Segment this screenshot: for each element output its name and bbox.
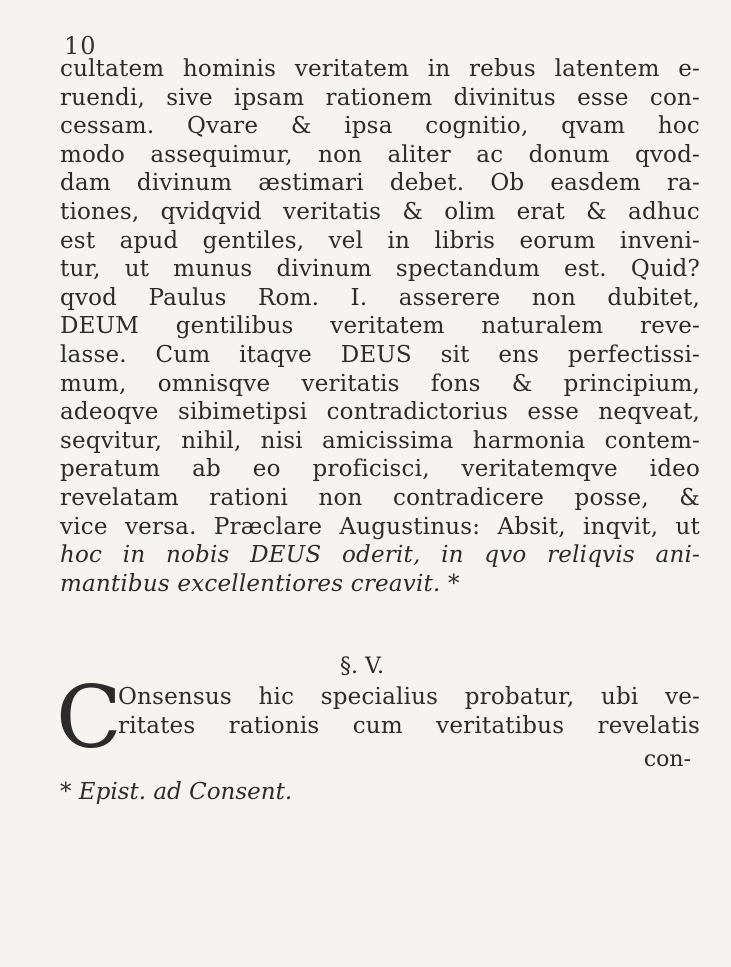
text-line-italic: mantibus excellentiores creavit. * <box>60 570 460 597</box>
text-line: lasse. Cum itaqve DEUS sit ens perfectissi- <box>60 341 700 368</box>
text-line: adeoqve sibimetipsi contradictorius esse neqveat, <box>60 399 700 426</box>
text-line: tiones, qvidqvid veritatis & olim erat & adhuc <box>60 198 700 225</box>
text-line: modo assequimur, non aliter ac donum qvod- <box>60 141 700 168</box>
main-paragraph <box>60 55 700 598</box>
text-line: seqvitur, nihil, nisi amicissima harmonia contem- <box>60 427 700 454</box>
section-heading: §. V. <box>340 654 385 679</box>
text-line: cessam. Qvare & ipsa cognitio, qvam hoc <box>60 113 700 140</box>
text-line: ritates rationis cum veritatibus revelatis <box>118 712 700 739</box>
text-line: est apud gentiles, vel in libris eorum inveni- <box>60 227 700 254</box>
text-line: mum, omnisqve veritatis fons & principium, <box>60 370 700 397</box>
text-line: revelatam rationi non contradicere posse, & <box>60 484 700 511</box>
text-line: cultatem hominis veritatem in rebus latentem e- <box>60 56 700 82</box>
text-line: DEUM gentilibus veritatem naturalem reve- <box>60 313 700 340</box>
text-line-italic: hoc in nobis DEUS oderit, in qvo reliqvis ani- <box>60 542 700 569</box>
section-paragraph <box>118 683 700 740</box>
catchword: con- <box>643 747 691 772</box>
text-line: qvod Paulus Rom. I. asserere non dubitet, <box>60 284 700 311</box>
text-line: vice versa. Præclare Augustinus: Absit, inqvit, ut <box>60 513 700 540</box>
text-line: ruendi, sive ipsam rationem divinitus esse con- <box>60 84 700 111</box>
text-line: peratum ab eo proficisci, veritatemqve ideo <box>60 456 700 483</box>
drop-cap: C <box>56 668 122 768</box>
text-line: tur, ut munus divinum spectandum est. Quid? <box>60 256 700 283</box>
footnote: * Epist. ad Consent. <box>60 779 293 805</box>
text-line: dam divinum æstimari debet. Ob easdem ra- <box>60 170 700 197</box>
page-number: 10 <box>64 32 97 60</box>
text-line: Onsensus hic specialius probatur, ubi ve- <box>118 684 700 710</box>
